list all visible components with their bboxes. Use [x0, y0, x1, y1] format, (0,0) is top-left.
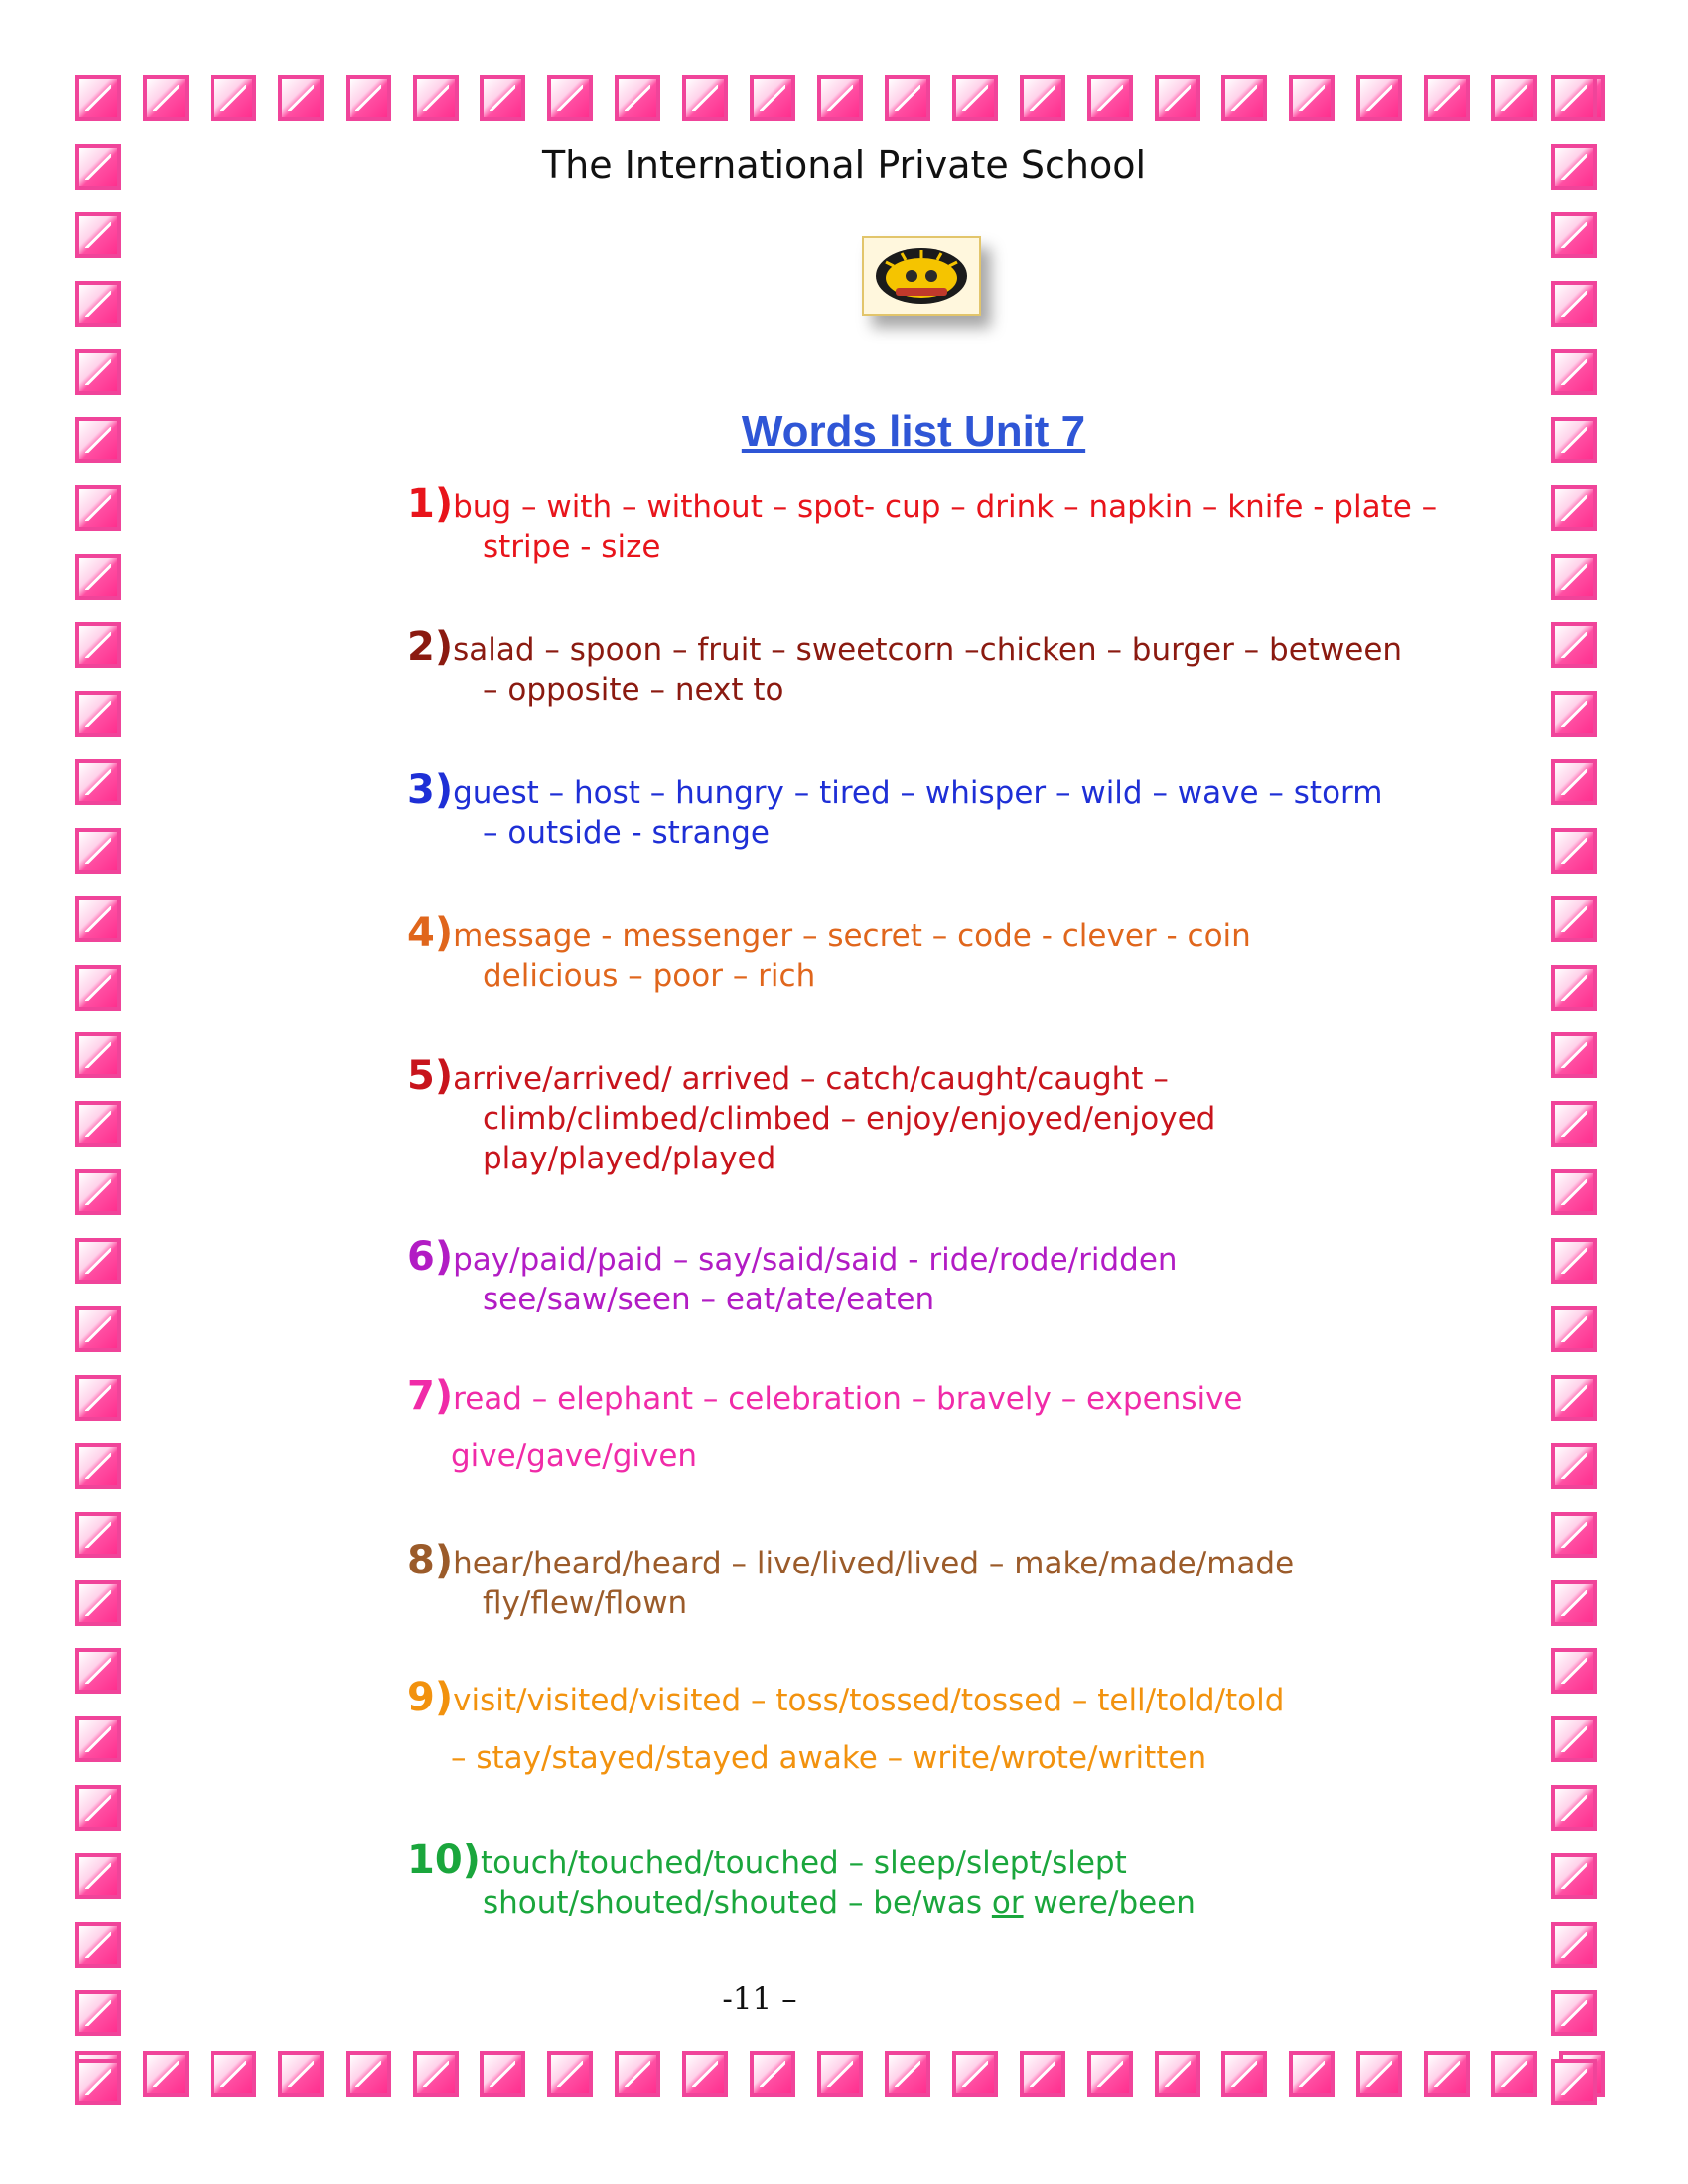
- item-line: touch/touched/touched – sleep/slept/slept: [480, 1845, 1127, 1881]
- border-tile: [75, 1853, 121, 1899]
- border-tile: [1356, 75, 1402, 121]
- border-tile: [1551, 1375, 1597, 1421]
- border-tile: [1551, 212, 1597, 258]
- border-tile: [1551, 622, 1597, 668]
- border-tile: [1221, 75, 1267, 121]
- item-number: 10): [407, 1838, 481, 1883]
- border-tile: [1551, 759, 1597, 805]
- border-tile: [1491, 2051, 1537, 2097]
- border-tile: [547, 75, 593, 121]
- border-tile: [75, 1032, 121, 1078]
- border-tile: [682, 2051, 728, 2097]
- item-line: fly/flew/flown: [483, 1585, 688, 1621]
- list-item-3: [407, 767, 1529, 853]
- page-number: -11 –: [722, 1981, 797, 2017]
- item-line: visit/visited/visited – toss/tossed/tossed – tell/told/told: [453, 1683, 1285, 1718]
- border-tile: [211, 2051, 256, 2097]
- border-tile: [952, 75, 998, 121]
- border-tile: [1289, 75, 1335, 121]
- item-line: – opposite – next to: [483, 672, 784, 708]
- border-tile: [75, 349, 121, 395]
- border-tile: [143, 2051, 189, 2097]
- border-tile: [1551, 828, 1597, 874]
- page-title: Words list Unit 7: [741, 407, 1086, 456]
- border-tile: [1551, 281, 1597, 327]
- border-tile: [1551, 1032, 1597, 1078]
- list-item-6: [407, 1234, 1529, 1319]
- border-tile: [75, 1443, 121, 1489]
- border-tile: [1020, 2051, 1065, 2097]
- border-tile: [1155, 2051, 1200, 2097]
- border-tile: [75, 622, 121, 668]
- border-tile: [1424, 75, 1470, 121]
- border-tile: [1551, 1785, 1597, 1831]
- school-logo: [862, 236, 981, 316]
- border-tile: [211, 75, 256, 121]
- item-line: see/saw/seen – eat/ate/eaten: [483, 1282, 935, 1317]
- border-tile: [75, 485, 121, 531]
- border-tile: [75, 828, 121, 874]
- border-tile: [1424, 2051, 1470, 2097]
- list-item-4: [407, 910, 1529, 996]
- border-tile: [75, 554, 121, 600]
- border-tile: [1551, 485, 1597, 531]
- border-tile: [75, 1238, 121, 1284]
- item-line: shout/shouted/shouted – be/was: [483, 1885, 992, 1921]
- border-tile: [278, 75, 324, 121]
- item-line: delicious – poor – rich: [483, 958, 816, 994]
- border-tile: [75, 1716, 121, 1762]
- border-tile: [75, 1922, 121, 1968]
- border-tile: [1155, 75, 1200, 121]
- border-tile: [952, 2051, 998, 2097]
- border-tile: [1221, 2051, 1267, 2097]
- item-line: were/been: [1023, 1885, 1196, 1921]
- border-tile: [480, 75, 525, 121]
- school-crest-icon: [872, 244, 971, 308]
- border-tile: [1551, 1990, 1597, 2036]
- border-tile: [75, 281, 121, 327]
- border-top: [75, 75, 1605, 129]
- item-number: 5): [407, 1053, 454, 1099]
- border-tile: [615, 2051, 660, 2097]
- border-tile: [1551, 1580, 1597, 1626]
- item-line: read – elephant – celebration – bravely – expensive: [453, 1381, 1243, 1417]
- border-tile: [143, 75, 189, 121]
- border-tile: [615, 75, 660, 121]
- border-tile: [885, 2051, 930, 2097]
- border-tile: [75, 1101, 121, 1147]
- border-tile: [1551, 1648, 1597, 1694]
- border-tile: [1087, 75, 1133, 121]
- item-number: 4): [407, 910, 454, 956]
- border-tile: [278, 2051, 324, 2097]
- list-item-2: [407, 624, 1529, 710]
- border-tile: [1491, 75, 1537, 121]
- item-number: 1): [407, 481, 454, 527]
- border-tile: [885, 75, 930, 121]
- item-line: bug – with – without – spot- cup – drink – napkin – knife - plate –: [453, 489, 1438, 525]
- border-tile: [1551, 1512, 1597, 1558]
- border-tile: [413, 2051, 459, 2097]
- border-tile: [1020, 75, 1065, 121]
- border-tile: [817, 2051, 863, 2097]
- border-tile: [750, 75, 795, 121]
- border-tile: [1551, 1169, 1597, 1215]
- border-tile: [75, 759, 121, 805]
- border-tile: [1551, 2059, 1597, 2105]
- border-tile: [75, 896, 121, 942]
- item-number: 8): [407, 1538, 454, 1583]
- item-line: hear/heard/heard – live/lived/lived – make/made/made: [453, 1546, 1295, 1581]
- list-item-7: [407, 1373, 1529, 1476]
- border-tile: [75, 1512, 121, 1558]
- border-tile: [1551, 1101, 1597, 1147]
- underlined-word: or: [991, 1885, 1024, 1921]
- border-tile: [1551, 965, 1597, 1011]
- border-right: [1551, 75, 1605, 2105]
- border-tile: [1551, 1443, 1597, 1489]
- border-tile: [75, 212, 121, 258]
- border-tile: [413, 75, 459, 121]
- border-tile: [1551, 1922, 1597, 1968]
- border-tile: [346, 75, 391, 121]
- item-line: guest – host – hungry – tired – whisper – wild – wave – storm: [453, 775, 1383, 811]
- item-number: 2): [407, 624, 454, 670]
- border-tile: [480, 2051, 525, 2097]
- border-tile: [1551, 1238, 1597, 1284]
- border-left: [75, 75, 129, 2105]
- item-line: pay/paid/paid – say/said/said - ride/rode/ridden: [453, 1242, 1178, 1278]
- item-line: arrive/arrived/ arrived – catch/caught/caught –: [453, 1061, 1169, 1097]
- border-tile: [75, 1169, 121, 1215]
- item-line: climb/climbed/climbed – enjoy/enjoyed/enjoyed: [483, 1101, 1216, 1137]
- border-tile: [75, 1580, 121, 1626]
- item-number: 3): [407, 767, 454, 813]
- item-line: – stay/stayed/stayed awake – write/wrote/written: [451, 1740, 1207, 1776]
- item-line: salad – spoon – fruit – sweetcorn –chicken – burger – between: [453, 632, 1403, 668]
- border-tile: [75, 1306, 121, 1352]
- item-number: 6): [407, 1234, 454, 1280]
- border-tile: [75, 1785, 121, 1831]
- border-tile: [1551, 75, 1597, 121]
- item-line: stripe - size: [483, 529, 661, 565]
- border-tile: [1551, 349, 1597, 395]
- border-tile: [1551, 554, 1597, 600]
- list-item-8: [407, 1538, 1529, 1623]
- border-tile: [817, 75, 863, 121]
- border-bottom: [75, 2051, 1605, 2105]
- border-tile: [75, 75, 121, 121]
- border-tile: [1551, 896, 1597, 942]
- school-name: The International Private School: [541, 143, 1147, 187]
- item-number: 9): [407, 1675, 454, 1720]
- border-tile: [75, 1375, 121, 1421]
- list-item-9: [407, 1675, 1529, 1778]
- list-item-5: [407, 1053, 1529, 1178]
- border-tile: [750, 2051, 795, 2097]
- border-tile: [346, 2051, 391, 2097]
- item-line: message - messenger – secret – code - clever - coin: [453, 918, 1251, 954]
- item-line: play/played/played: [483, 1141, 776, 1176]
- border-tile: [1551, 1716, 1597, 1762]
- border-tile: [1551, 1853, 1597, 1899]
- item-number: 7): [407, 1373, 454, 1419]
- list-item-1: [407, 481, 1529, 567]
- border-tile: [1087, 2051, 1133, 2097]
- list-item-10: [407, 1838, 1529, 1923]
- border-tile: [75, 965, 121, 1011]
- border-tile: [1289, 2051, 1335, 2097]
- border-tile: [75, 691, 121, 737]
- border-tile: [1356, 2051, 1402, 2097]
- border-tile: [682, 75, 728, 121]
- border-tile: [1551, 1306, 1597, 1352]
- border-tile: [1551, 691, 1597, 737]
- border-tile: [547, 2051, 593, 2097]
- border-tile: [75, 2059, 121, 2105]
- item-line: give/gave/given: [451, 1438, 698, 1474]
- item-line: – outside - strange: [483, 815, 770, 851]
- border-tile: [75, 1648, 121, 1694]
